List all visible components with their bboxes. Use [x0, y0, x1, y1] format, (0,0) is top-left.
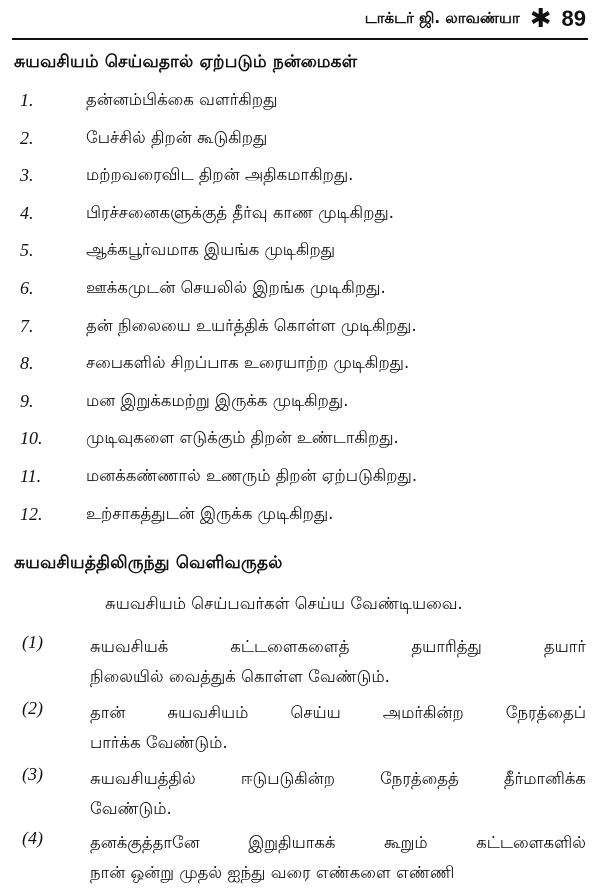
item-number: 7.: [20, 315, 34, 336]
item-text: [90, 698, 586, 758]
item-number: 9.: [20, 390, 34, 411]
list-item: [0, 232, 600, 270]
header-rule: [12, 38, 588, 40]
item-line: நிலையில் வைத்துக் கொள்ள வேண்டும்.: [90, 667, 390, 686]
page-number: 89: [561, 6, 586, 31]
item-line: சுயவசியத்தில் ஈடுபடுகின்ற நேரத்தைத் தீர்மானிக்க: [90, 769, 586, 788]
item-number: 5.: [20, 240, 34, 261]
section-heading-benefits: சுயவசியம் செய்வதால் ஏற்படும் நன்மைகள்: [14, 52, 358, 72]
section-heading-exit: சுயவசியத்திலிருந்து வெளிவருதல்: [14, 553, 283, 573]
list-item: [0, 308, 600, 346]
item-line: தனக்குத்தானே இறுதியாகக் கூறும் கட்டளைகளில்: [90, 833, 586, 852]
item-text: ஊக்கமுடன் செயலில் இறங்க முடிகிறது.: [86, 277, 386, 297]
star-icon: ✱: [529, 4, 552, 34]
item-text: பேச்சில் திறன் கூடுகிறது: [86, 127, 268, 147]
item-number: 6.: [20, 277, 34, 298]
list-item: [0, 458, 600, 496]
list-item: [0, 345, 600, 383]
list-item: [0, 120, 600, 158]
item-text: தன் நிலையை உயர்த்திக் கொள்ள முடிகிறது.: [86, 315, 417, 335]
item-text: பிரச்சனைகளுக்குத் தீர்வு காண முடிகிறது.: [86, 202, 394, 222]
item-text: [90, 764, 586, 824]
item-number: (2): [22, 698, 43, 718]
item-text: முடிவுகளை எடுக்கும் திறன் உண்டாகிறது.: [86, 428, 399, 448]
item-number: 11.: [20, 465, 42, 486]
item-line: வேண்டும்.: [90, 799, 172, 818]
item-text: மன இறுக்கமற்று இருக்க முடிகிறது.: [86, 390, 349, 410]
list-item: [0, 157, 600, 195]
item-line: நான் ஒன்று முதல் ஐந்து வரை எண்களை எண்ணி: [90, 863, 455, 882]
item-number: 2.: [20, 127, 34, 148]
item-line: சுயவசியக் கட்டளைகளைத் தயாரித்து தயார்: [90, 637, 586, 656]
item-number: 1.: [20, 90, 34, 110]
list-item: [0, 270, 600, 308]
item-text: தன்னம்பிக்கை வளர்கிறது: [86, 90, 278, 109]
item-number: (1): [22, 632, 43, 652]
item-text: உற்சாகத்துடன் இருக்க முடிகிறது.: [86, 503, 334, 523]
item-text: [90, 828, 586, 888]
item-line: பார்க்க வேண்டும்.: [90, 733, 228, 752]
list-item: [0, 420, 600, 458]
item-number: 12.: [20, 503, 43, 524]
item-text: மனக்கண்ணால் உணரும் திறன் ஏற்படுகிறது.: [86, 465, 418, 485]
list-item: [0, 383, 600, 421]
item-text: [90, 632, 586, 692]
item-text: மற்றவரைவிட திறன் அதிகமாகிறது.: [86, 165, 354, 185]
intro-line: சுயவசியம் செய்பவர்கள் செய்ய வேண்டியவை.: [105, 594, 463, 613]
item-text: சபைகளில் சிறப்பாக உரையாற்ற முடிகிறது.: [86, 353, 410, 373]
benefits-list: [0, 82, 600, 533]
item-line: தான் சுயவசியம் செய்ய அமர்கின்ற நேரத்தைப்: [90, 703, 586, 722]
list-item: [0, 195, 600, 233]
list-item: [0, 82, 600, 120]
list-item: [0, 496, 600, 534]
item-number: 8.: [20, 353, 34, 374]
item-number: 10.: [20, 428, 43, 449]
item-number: (3): [22, 764, 43, 784]
item-number: (4): [22, 828, 43, 848]
item-number: 3.: [20, 165, 34, 186]
item-text: ஆக்கபூர்வமாக இயங்க முடிகிறது: [86, 240, 335, 260]
author-name: டாக்டர் ஜி. லாவண்யா: [364, 9, 520, 27]
item-number: 4.: [20, 202, 34, 223]
running-header: [365, 6, 586, 32]
